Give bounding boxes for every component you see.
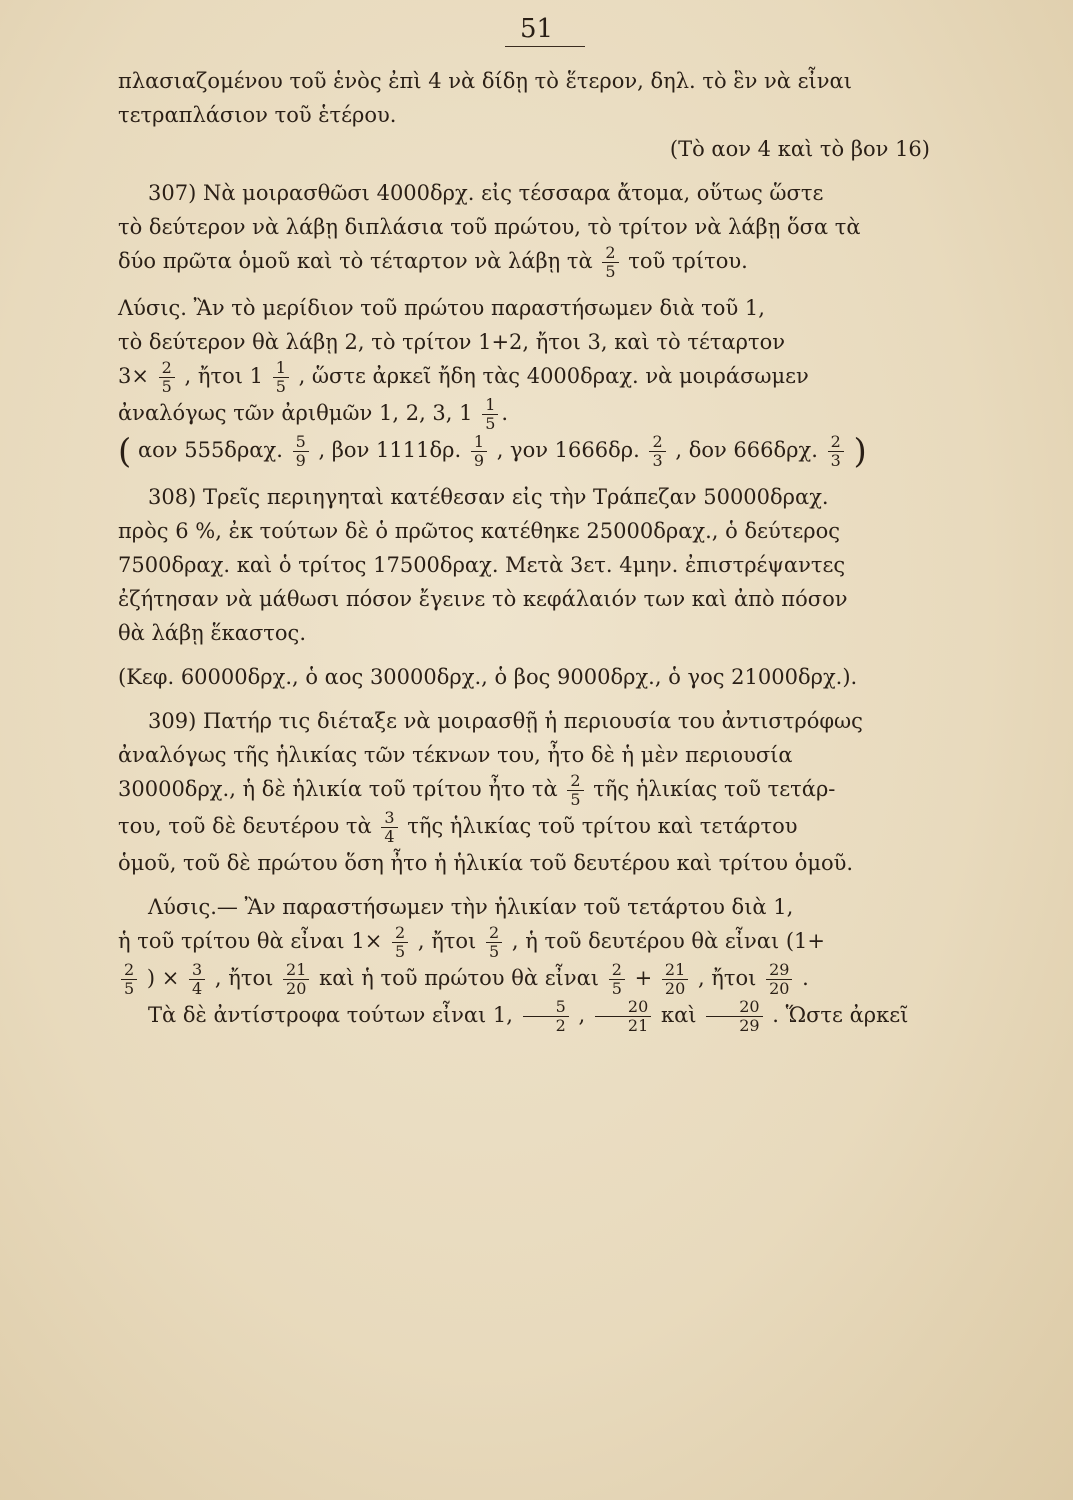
fraction <box>828 433 844 470</box>
text-line: τὸ δεύτερον θὰ λάβῃ 2, τὸ τρίτον 1+2, ἤτοι 3, καὶ τὸ τέταρτον <box>118 330 786 354</box>
denominator: 29 <box>739 1016 760 1035</box>
numerator: 3 <box>381 809 397 828</box>
text-segment: , βον 1111δρ. <box>318 438 462 462</box>
denominator: 2 <box>555 1016 566 1035</box>
text-segment: , γον 1666δρ. <box>496 438 640 462</box>
fraction <box>189 961 205 998</box>
text-segment: καὶ <box>660 1003 697 1027</box>
text-segment: τῆς ἡλικίας τοῦ τετάρ- <box>593 777 836 801</box>
fraction <box>567 772 583 809</box>
denominator: 5 <box>124 979 135 998</box>
text-line: τετραπλάσιον τοῦ ἑτέρου. <box>118 103 397 127</box>
answer-line: (Τὸ αον 4 καὶ τὸ βον 16) <box>669 137 930 161</box>
numerator: 2 <box>828 433 844 452</box>
fraction <box>486 924 502 961</box>
denominator: 9 <box>295 451 306 470</box>
denominator: 3 <box>830 451 841 470</box>
text-segment: , ἤτοι <box>417 929 477 953</box>
fraction <box>381 809 397 846</box>
text-line <box>118 359 950 396</box>
denominator: 5 <box>485 414 496 433</box>
fraction <box>523 998 569 1035</box>
denominator: 21 <box>627 1016 649 1035</box>
fraction <box>159 359 175 396</box>
fraction <box>595 998 651 1035</box>
text-line: τὸ δεύτερον νὰ λάβῃ διπλάσια τοῦ πρώτου, τὸ τρίτον νὰ λάβῃ ὅσα τὰ <box>118 215 861 239</box>
fraction <box>766 961 792 998</box>
numerator: 20 <box>595 998 651 1017</box>
text-segment: , ἤτοι <box>697 966 757 990</box>
numerator: 2 <box>486 924 502 943</box>
denominator: 5 <box>570 790 581 809</box>
numerator: 20 <box>706 998 762 1017</box>
denominator: 20 <box>286 979 307 998</box>
denominator: 5 <box>605 262 616 281</box>
numerator: 3 <box>189 961 205 980</box>
fraction <box>602 244 618 281</box>
denominator: 5 <box>611 979 622 998</box>
text-line: πλασιαζομένου τοῦ ἑνὸς ἐπὶ 4 νὰ δίδῃ τὸ ἕτερον, δηλ. τὸ ἓν νὰ εἶναι <box>118 69 852 93</box>
solution-307: Λύσις. Ἂν τὸ μερίδιον τοῦ πρώτου παραστήσωμεν διὰ τοῦ 1, <box>118 296 765 320</box>
fraction <box>293 433 309 470</box>
page-body <box>118 64 950 1035</box>
text-line <box>118 998 950 1035</box>
fraction <box>482 396 498 433</box>
numerator: 2 <box>609 961 625 980</box>
numerator: 1 <box>471 433 487 452</box>
text-segment: , <box>578 1003 586 1027</box>
text-line <box>118 772 950 809</box>
fraction <box>471 433 487 470</box>
fraction <box>662 961 688 998</box>
denominator: 20 <box>664 979 686 998</box>
text-segment: του, τοῦ δὲ δευτέρου τὰ <box>118 814 372 838</box>
text-segment: 30000δρχ., ἡ δὲ ἡλικία τοῦ τρίτου ἦτο τὰ <box>118 777 558 801</box>
denominator: 9 <box>473 451 484 470</box>
text-segment: , ἤτοι 1 <box>184 364 263 388</box>
text-line: πρὸς 6 %, ἐκ τούτων δὲ ὁ πρῶτος κατέθηκε 25000δραχ., ὁ δεύτερος <box>118 519 841 543</box>
fraction <box>392 924 408 961</box>
text-segment: αον 555δραχ. <box>137 438 283 462</box>
text-segment: + <box>634 966 653 990</box>
text-line: ὁμοῦ, τοῦ δὲ πρώτου ὅση ἦτο ἡ ἡλικία τοῦ δευτέρου καὶ τρίτου ὁμοῦ. <box>118 851 854 875</box>
solution-309: Λύσις.— Ἂν παραστήσωμεν τὴν ἡλικίαν τοῦ τετάρτου διὰ 1, <box>148 895 794 919</box>
fraction <box>121 961 137 998</box>
text-segment: τῆς ἡλικίας τοῦ τρίτου καὶ τετάρτου <box>407 814 798 838</box>
fraction <box>283 961 309 998</box>
text-line: ἐζήτησαν νὰ μάθωσι πόσον ἔγεινε τὸ κεφάλαιόν των καὶ ἀπὸ πόσον <box>118 587 848 611</box>
denominator: 5 <box>161 377 172 396</box>
numerator: 21 <box>283 961 309 980</box>
problem-309: 309) Πατήρ τις διέταξε νὰ μοιρασθῇ ἡ περιουσία του ἀντιστρόφως <box>148 709 863 733</box>
numerator: 2 <box>392 924 408 943</box>
fraction <box>273 359 289 396</box>
numerator: 2 <box>602 244 618 263</box>
text-segment: ἡ τοῦ τρίτου θὰ εἶναι 1× <box>118 929 383 953</box>
text-line <box>118 961 950 998</box>
numerator: 2 <box>121 961 137 980</box>
text-line <box>118 244 950 281</box>
text-segment: δύο πρῶτα ὁμοῦ καὶ τὸ τέταρτον νὰ λάβῃ τὰ <box>118 249 593 273</box>
fraction <box>706 998 762 1035</box>
denominator: 3 <box>652 451 663 470</box>
text-segment: τοῦ τρίτου. <box>628 249 748 273</box>
text-line <box>118 809 950 846</box>
numerator: 29 <box>766 961 792 980</box>
text-segment: , ὥστε ἀρκεῖ ἤδη τὰς 4000δραχ. νὰ μοιράσωμεν <box>298 364 809 388</box>
denominator: 5 <box>275 377 286 396</box>
answer-307: ( αον 555δραχ. $\frac{5}{9}$ , βον 1111δρ. $\frac{1}{9}$ , γον 1666δρ. $\frac{2}{3}$ , δον 666δρχ. $\frac{2}{3}$ ) <box>118 431 867 472</box>
text-segment: , δον 666δρχ. <box>675 438 818 462</box>
text-line: θὰ λάβῃ ἕκαστος. <box>118 621 306 645</box>
text-segment: , ἡ τοῦ δευτέρου θὰ εἶναι (1+ <box>511 929 826 953</box>
denominator: 4 <box>384 827 395 846</box>
numerator: 1 <box>273 359 289 378</box>
text-line <box>118 924 950 961</box>
numerator: 5 <box>523 998 569 1017</box>
problem-307: 307) Νὰ μοιρασθῶσι 4000δρχ. εἰς τέσσαρα ἄτομα, οὕτως ὥστε <box>148 181 824 205</box>
numerator: 2 <box>159 359 175 378</box>
text-line: ἀναλόγως τῆς ἡλικίας τῶν τέκνων του, ἦτο δὲ ἡ μὲν περιουσία <box>118 743 793 767</box>
text-segment: . Ὥστε ἀρκεῖ <box>772 1003 909 1027</box>
denominator: 5 <box>488 942 500 961</box>
text-line: ἀναλόγως τῶν ἀριθμῶν 1, 2, 3, 1 $\frac{1}{5}$ . <box>118 395 509 433</box>
header-rule <box>505 46 585 47</box>
numerator: 5 <box>293 433 309 452</box>
numerator: 2 <box>567 772 583 791</box>
fraction <box>649 433 665 470</box>
text-segment: ) × <box>146 966 180 990</box>
text-segment: καὶ ἡ τοῦ πρώτου θὰ εἶναι <box>319 966 600 990</box>
text-segment: Τὰ δὲ ἀντίστροφα τούτων εἶναι 1, <box>148 1003 513 1027</box>
text-segment: , ἤτοι <box>214 966 274 990</box>
denominator: 5 <box>394 942 406 961</box>
page-number: 51 <box>519 14 554 44</box>
text-line: 7500δραχ. καὶ ὁ τρίτος 17500δραχ. Μετὰ 3ετ. 4μην. ἐπιστρέψαντες <box>118 553 846 577</box>
denominator: 20 <box>769 979 790 998</box>
numerator: 1 <box>482 396 498 415</box>
problem-308: 308) Τρεῖς περιηγηταὶ κατέθεσαν εἰς τὴν Τράπεζαν 50000δραχ. <box>148 485 829 509</box>
text-segment: . <box>802 966 809 990</box>
fraction <box>609 961 625 998</box>
text-segment: 3× <box>118 364 149 388</box>
answer-308: (Κεφ. 60000δρχ., ὁ αος 30000δρχ., ὁ βος 9000δρχ., ὁ γος 21000δρχ.). <box>118 665 858 689</box>
text-segment: ἀναλόγως τῶν ἀριθμῶν 1, 2, 3, 1 <box>118 401 473 425</box>
denominator: 4 <box>192 979 203 998</box>
numerator: 21 <box>662 961 688 980</box>
numerator: 2 <box>649 433 665 452</box>
